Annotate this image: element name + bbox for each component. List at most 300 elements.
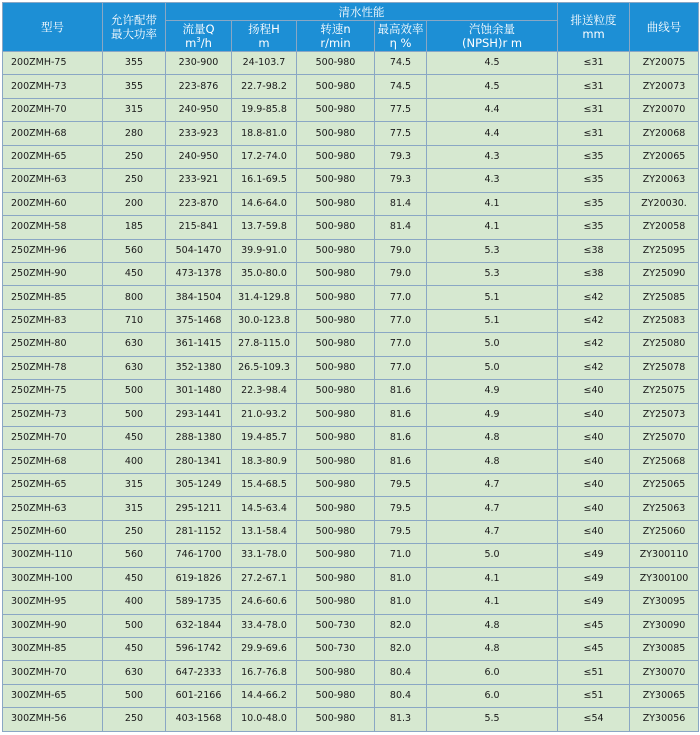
cell-flow: 293-1441 bbox=[166, 403, 232, 426]
cell-speed: 500-980 bbox=[297, 333, 375, 356]
cell-speed: 500-980 bbox=[297, 169, 375, 192]
cell-flow: 288-1380 bbox=[166, 427, 232, 450]
cell-flow: 280-1341 bbox=[166, 450, 232, 473]
cell-particle: ≤54 bbox=[558, 708, 630, 731]
cell-particle: ≤40 bbox=[558, 427, 630, 450]
cell-model: 300ZMH-56 bbox=[3, 708, 103, 731]
cell-curve: ZY30070 bbox=[630, 661, 699, 684]
cell-head: 14.6-64.0 bbox=[232, 192, 297, 215]
cell-head: 16.1-69.5 bbox=[232, 169, 297, 192]
cell-particle: ≤38 bbox=[558, 239, 630, 262]
cell-curve: ZY25073 bbox=[630, 403, 699, 426]
table-body bbox=[3, 52, 699, 732]
cell-curve: ZY25095 bbox=[630, 239, 699, 262]
cell-npsh: 6.0 bbox=[427, 661, 558, 684]
cell-flow: 352-1380 bbox=[166, 356, 232, 379]
cell-curve: ZY20058 bbox=[630, 216, 699, 239]
cell-speed: 500-980 bbox=[297, 286, 375, 309]
cell-head: 33.1-78.0 bbox=[232, 544, 297, 567]
header-max-power bbox=[103, 3, 166, 52]
cell-efficiency: 77.0 bbox=[375, 286, 427, 309]
cell-head: 14.4-66.2 bbox=[232, 684, 297, 707]
cell-curve: ZY300110 bbox=[630, 544, 699, 567]
cell-efficiency: 81.6 bbox=[375, 450, 427, 473]
cell-efficiency: 79.3 bbox=[375, 145, 427, 168]
cell-head: 39.9-91.0 bbox=[232, 239, 297, 262]
cell-model: 200ZMH-70 bbox=[3, 98, 103, 121]
cell-speed: 500-980 bbox=[297, 52, 375, 75]
cell-head: 30.0-123.8 bbox=[232, 309, 297, 332]
cell-max-power: 400 bbox=[103, 591, 166, 614]
cell-efficiency: 81.4 bbox=[375, 216, 427, 239]
cell-curve: ZY30056 bbox=[630, 708, 699, 731]
cell-head: 35.0-80.0 bbox=[232, 262, 297, 285]
cell-particle: ≤45 bbox=[558, 637, 630, 660]
cell-max-power: 500 bbox=[103, 614, 166, 637]
cell-particle: ≤45 bbox=[558, 614, 630, 637]
cell-npsh: 4.3 bbox=[427, 145, 558, 168]
cell-model: 250ZMH-73 bbox=[3, 403, 103, 426]
cell-flow: 596-1742 bbox=[166, 637, 232, 660]
cell-particle: ≤49 bbox=[558, 591, 630, 614]
cell-speed: 500-980 bbox=[297, 497, 375, 520]
header-flow bbox=[166, 21, 232, 52]
cell-npsh: 4.1 bbox=[427, 216, 558, 239]
table-row bbox=[3, 450, 699, 473]
header-particle-line2: mm bbox=[582, 27, 605, 41]
cell-model: 250ZMH-68 bbox=[3, 450, 103, 473]
cell-npsh: 5.0 bbox=[427, 356, 558, 379]
cell-npsh: 5.3 bbox=[427, 262, 558, 285]
table-row bbox=[3, 145, 699, 168]
cell-curve: ZY25085 bbox=[630, 286, 699, 309]
cell-model: 200ZMH-58 bbox=[3, 216, 103, 239]
cell-efficiency: 81.0 bbox=[375, 591, 427, 614]
cell-efficiency: 81.6 bbox=[375, 380, 427, 403]
cell-flow: 384-1504 bbox=[166, 286, 232, 309]
header-speed-line2: r/min bbox=[320, 36, 351, 50]
table-row bbox=[3, 98, 699, 121]
header-head bbox=[232, 21, 297, 52]
cell-particle: ≤49 bbox=[558, 544, 630, 567]
cell-curve: ZY25065 bbox=[630, 473, 699, 496]
cell-npsh: 4.7 bbox=[427, 520, 558, 543]
cell-model: 300ZMH-90 bbox=[3, 614, 103, 637]
cell-model: 300ZMH-85 bbox=[3, 637, 103, 660]
cell-curve: ZY30085 bbox=[630, 637, 699, 660]
header-speed-line1: 转速n bbox=[320, 22, 351, 36]
cell-particle: ≤40 bbox=[558, 380, 630, 403]
cell-efficiency: 77.0 bbox=[375, 356, 427, 379]
table-row bbox=[3, 427, 699, 450]
cell-model: 200ZMH-75 bbox=[3, 52, 103, 75]
table-row bbox=[3, 262, 699, 285]
cell-curve: ZY25060 bbox=[630, 520, 699, 543]
cell-max-power: 500 bbox=[103, 403, 166, 426]
cell-head: 18.8-81.0 bbox=[232, 122, 297, 145]
cell-efficiency: 80.4 bbox=[375, 684, 427, 707]
cell-particle: ≤31 bbox=[558, 52, 630, 75]
cell-head: 19.9-85.8 bbox=[232, 98, 297, 121]
cell-npsh: 4.5 bbox=[427, 75, 558, 98]
table-row bbox=[3, 614, 699, 637]
cell-npsh: 6.0 bbox=[427, 684, 558, 707]
cell-npsh: 5.0 bbox=[427, 544, 558, 567]
cell-curve: ZY25090 bbox=[630, 262, 699, 285]
cell-flow: 619-1826 bbox=[166, 567, 232, 590]
cell-particle: ≤40 bbox=[558, 473, 630, 496]
header-eff-line1: 最高效率 bbox=[377, 22, 424, 36]
table-row bbox=[3, 403, 699, 426]
table-row bbox=[3, 239, 699, 262]
cell-speed: 500-980 bbox=[297, 567, 375, 590]
cell-head: 18.3-80.9 bbox=[232, 450, 297, 473]
cell-model: 250ZMH-83 bbox=[3, 309, 103, 332]
cell-speed: 500-980 bbox=[297, 192, 375, 215]
cell-particle: ≤40 bbox=[558, 403, 630, 426]
cell-npsh: 4.8 bbox=[427, 450, 558, 473]
table-row bbox=[3, 473, 699, 496]
cell-model: 250ZMH-75 bbox=[3, 380, 103, 403]
cell-max-power: 450 bbox=[103, 262, 166, 285]
cell-speed: 500-980 bbox=[297, 239, 375, 262]
cell-model: 200ZMH-63 bbox=[3, 169, 103, 192]
header-eff-line2: η % bbox=[389, 36, 412, 50]
cell-flow: 746-1700 bbox=[166, 544, 232, 567]
cell-flow: 305-1249 bbox=[166, 473, 232, 496]
cell-flow: 233-921 bbox=[166, 169, 232, 192]
header-particle-size bbox=[558, 3, 630, 52]
cell-max-power: 710 bbox=[103, 309, 166, 332]
cell-model: 300ZMH-100 bbox=[3, 567, 103, 590]
cell-max-power: 250 bbox=[103, 520, 166, 543]
cell-particle: ≤35 bbox=[558, 145, 630, 168]
cell-head: 21.0-93.2 bbox=[232, 403, 297, 426]
cell-head: 13.1-58.4 bbox=[232, 520, 297, 543]
cell-particle: ≤42 bbox=[558, 356, 630, 379]
cell-curve: ZY25080 bbox=[630, 333, 699, 356]
cell-npsh: 4.1 bbox=[427, 567, 558, 590]
cell-max-power: 800 bbox=[103, 286, 166, 309]
table-row bbox=[3, 309, 699, 332]
cell-flow: 601-2166 bbox=[166, 684, 232, 707]
cell-curve: ZY20063 bbox=[630, 169, 699, 192]
cell-efficiency: 82.0 bbox=[375, 614, 427, 637]
cell-head: 10.0-48.0 bbox=[232, 708, 297, 731]
cell-speed: 500-980 bbox=[297, 520, 375, 543]
cell-max-power: 315 bbox=[103, 473, 166, 496]
cell-max-power: 355 bbox=[103, 52, 166, 75]
cell-max-power: 500 bbox=[103, 380, 166, 403]
table-row bbox=[3, 544, 699, 567]
table-row bbox=[3, 169, 699, 192]
cell-max-power: 450 bbox=[103, 567, 166, 590]
cell-speed: 500-980 bbox=[297, 145, 375, 168]
cell-efficiency: 77.5 bbox=[375, 98, 427, 121]
cell-curve: ZY30065 bbox=[630, 684, 699, 707]
cell-speed: 500-980 bbox=[297, 473, 375, 496]
table-row bbox=[3, 192, 699, 215]
header-curve-number: 曲线号 bbox=[630, 3, 699, 52]
table-row bbox=[3, 286, 699, 309]
cell-efficiency: 79.3 bbox=[375, 169, 427, 192]
table-row bbox=[3, 567, 699, 590]
cell-npsh: 5.3 bbox=[427, 239, 558, 262]
table-row bbox=[3, 591, 699, 614]
cell-efficiency: 79.5 bbox=[375, 473, 427, 496]
cell-speed: 500-730 bbox=[297, 614, 375, 637]
cell-particle: ≤35 bbox=[558, 216, 630, 239]
cell-npsh: 4.4 bbox=[427, 122, 558, 145]
cell-flow: 281-1152 bbox=[166, 520, 232, 543]
cell-max-power: 630 bbox=[103, 333, 166, 356]
cell-particle: ≤35 bbox=[558, 169, 630, 192]
pump-spec-table bbox=[2, 2, 699, 732]
cell-curve: ZY30095 bbox=[630, 591, 699, 614]
header-flow-unit-sup: 3 bbox=[196, 36, 201, 45]
cell-flow: 295-1211 bbox=[166, 497, 232, 520]
cell-efficiency: 79.0 bbox=[375, 262, 427, 285]
header-flow-unit-m: m bbox=[185, 36, 197, 50]
cell-model: 300ZMH-70 bbox=[3, 661, 103, 684]
table-row bbox=[3, 333, 699, 356]
header-flow-unit bbox=[166, 36, 231, 50]
cell-npsh: 4.9 bbox=[427, 403, 558, 426]
cell-particle: ≤38 bbox=[558, 262, 630, 285]
cell-speed: 500-980 bbox=[297, 309, 375, 332]
cell-flow: 361-1415 bbox=[166, 333, 232, 356]
cell-head: 26.5-109.3 bbox=[232, 356, 297, 379]
cell-npsh: 5.0 bbox=[427, 333, 558, 356]
cell-npsh: 4.1 bbox=[427, 591, 558, 614]
cell-npsh: 4.8 bbox=[427, 614, 558, 637]
cell-flow: 473-1378 bbox=[166, 262, 232, 285]
cell-curve: ZY20068 bbox=[630, 122, 699, 145]
cell-flow: 403-1568 bbox=[166, 708, 232, 731]
cell-max-power: 560 bbox=[103, 544, 166, 567]
cell-max-power: 250 bbox=[103, 708, 166, 731]
cell-particle: ≤42 bbox=[558, 333, 630, 356]
cell-curve: ZY20075 bbox=[630, 52, 699, 75]
header-max-power-line1: 允许配带 bbox=[111, 13, 157, 27]
cell-head: 22.7-98.2 bbox=[232, 75, 297, 98]
cell-head: 24-103.7 bbox=[232, 52, 297, 75]
cell-head: 19.4-85.7 bbox=[232, 427, 297, 450]
cell-model: 250ZMH-63 bbox=[3, 497, 103, 520]
cell-model: 200ZMH-60 bbox=[3, 192, 103, 215]
cell-model: 300ZMH-65 bbox=[3, 684, 103, 707]
cell-speed: 500-980 bbox=[297, 544, 375, 567]
cell-flow: 233-923 bbox=[166, 122, 232, 145]
cell-head: 16.7-76.8 bbox=[232, 661, 297, 684]
cell-max-power: 500 bbox=[103, 684, 166, 707]
cell-speed: 500-980 bbox=[297, 661, 375, 684]
cell-head: 13.7-59.8 bbox=[232, 216, 297, 239]
table-row bbox=[3, 216, 699, 239]
cell-efficiency: 81.4 bbox=[375, 192, 427, 215]
cell-npsh: 4.7 bbox=[427, 473, 558, 496]
cell-curve: ZY20030. bbox=[630, 192, 699, 215]
cell-npsh: 4.9 bbox=[427, 380, 558, 403]
cell-npsh: 5.1 bbox=[427, 286, 558, 309]
table-row bbox=[3, 52, 699, 75]
cell-particle: ≤42 bbox=[558, 286, 630, 309]
header-npsh bbox=[427, 21, 558, 52]
cell-max-power: 200 bbox=[103, 192, 166, 215]
cell-head: 15.4-68.5 bbox=[232, 473, 297, 496]
cell-max-power: 280 bbox=[103, 122, 166, 145]
cell-npsh: 5.1 bbox=[427, 309, 558, 332]
cell-max-power: 400 bbox=[103, 450, 166, 473]
cell-max-power: 250 bbox=[103, 169, 166, 192]
cell-speed: 500-980 bbox=[297, 122, 375, 145]
cell-model: 250ZMH-65 bbox=[3, 473, 103, 496]
header-head-line2: m bbox=[258, 36, 270, 50]
cell-model: 200ZMH-73 bbox=[3, 75, 103, 98]
header-flow-unit-rest: /h bbox=[200, 36, 212, 50]
cell-head: 24.6-60.6 bbox=[232, 591, 297, 614]
cell-particle: ≤51 bbox=[558, 661, 630, 684]
cell-particle: ≤49 bbox=[558, 567, 630, 590]
cell-npsh: 4.7 bbox=[427, 497, 558, 520]
cell-flow: 215-841 bbox=[166, 216, 232, 239]
cell-npsh: 4.4 bbox=[427, 98, 558, 121]
cell-head: 17.2-74.0 bbox=[232, 145, 297, 168]
cell-flow: 223-870 bbox=[166, 192, 232, 215]
cell-flow: 375-1468 bbox=[166, 309, 232, 332]
cell-curve: ZY25063 bbox=[630, 497, 699, 520]
cell-max-power: 630 bbox=[103, 356, 166, 379]
cell-model: 300ZMH-95 bbox=[3, 591, 103, 614]
cell-flow: 240-950 bbox=[166, 145, 232, 168]
cell-particle: ≤31 bbox=[558, 98, 630, 121]
cell-npsh: 4.5 bbox=[427, 52, 558, 75]
header-model: 型号 bbox=[3, 3, 103, 52]
header-npsh-line2: (NPSH)r m bbox=[461, 36, 523, 50]
cell-model: 250ZMH-70 bbox=[3, 427, 103, 450]
cell-efficiency: 80.4 bbox=[375, 661, 427, 684]
cell-max-power: 450 bbox=[103, 637, 166, 660]
header-speed bbox=[297, 21, 375, 52]
cell-curve: ZY20073 bbox=[630, 75, 699, 98]
cell-flow: 504-1470 bbox=[166, 239, 232, 262]
cell-speed: 500-980 bbox=[297, 591, 375, 614]
cell-npsh: 4.8 bbox=[427, 637, 558, 660]
cell-max-power: 355 bbox=[103, 75, 166, 98]
cell-model: 250ZMH-85 bbox=[3, 286, 103, 309]
cell-efficiency: 74.5 bbox=[375, 52, 427, 75]
header-particle-line1: 排送粒度 bbox=[570, 13, 617, 27]
header-clean-water-performance: 清水性能 bbox=[166, 3, 558, 21]
table-row bbox=[3, 708, 699, 731]
cell-curve: ZY30090 bbox=[630, 614, 699, 637]
cell-particle: ≤40 bbox=[558, 497, 630, 520]
cell-npsh: 4.3 bbox=[427, 169, 558, 192]
cell-head: 27.2-67.1 bbox=[232, 567, 297, 590]
cell-flow: 647-2333 bbox=[166, 661, 232, 684]
header-head-line1: 扬程H bbox=[248, 22, 280, 36]
cell-curve: ZY25075 bbox=[630, 380, 699, 403]
table-row bbox=[3, 497, 699, 520]
cell-particle: ≤42 bbox=[558, 309, 630, 332]
cell-model: 250ZMH-96 bbox=[3, 239, 103, 262]
cell-curve: ZY25078 bbox=[630, 356, 699, 379]
cell-speed: 500-980 bbox=[297, 684, 375, 707]
cell-speed: 500-980 bbox=[297, 98, 375, 121]
cell-curve: ZY25068 bbox=[630, 450, 699, 473]
cell-speed: 500-980 bbox=[297, 403, 375, 426]
cell-flow: 223-876 bbox=[166, 75, 232, 98]
cell-head: 14.5-63.4 bbox=[232, 497, 297, 520]
cell-npsh: 4.1 bbox=[427, 192, 558, 215]
cell-speed: 500-730 bbox=[297, 637, 375, 660]
cell-npsh: 4.8 bbox=[427, 427, 558, 450]
cell-curve: ZY25083 bbox=[630, 309, 699, 332]
cell-efficiency: 77.0 bbox=[375, 309, 427, 332]
cell-max-power: 315 bbox=[103, 497, 166, 520]
cell-efficiency: 77.5 bbox=[375, 122, 427, 145]
header-efficiency bbox=[375, 21, 427, 52]
cell-particle: ≤51 bbox=[558, 684, 630, 707]
cell-model: 200ZMH-68 bbox=[3, 122, 103, 145]
cell-model: 200ZMH-65 bbox=[3, 145, 103, 168]
table-row bbox=[3, 356, 699, 379]
cell-efficiency: 71.0 bbox=[375, 544, 427, 567]
cell-curve: ZY300100 bbox=[630, 567, 699, 590]
table-row bbox=[3, 75, 699, 98]
cell-max-power: 315 bbox=[103, 98, 166, 121]
cell-head: 33.4-78.0 bbox=[232, 614, 297, 637]
cell-particle: ≤31 bbox=[558, 122, 630, 145]
cell-curve: ZY20070 bbox=[630, 98, 699, 121]
cell-efficiency: 79.5 bbox=[375, 520, 427, 543]
cell-speed: 500-980 bbox=[297, 427, 375, 450]
cell-flow: 230-900 bbox=[166, 52, 232, 75]
cell-particle: ≤40 bbox=[558, 520, 630, 543]
cell-model: 250ZMH-80 bbox=[3, 333, 103, 356]
cell-model: 250ZMH-90 bbox=[3, 262, 103, 285]
cell-efficiency: 74.5 bbox=[375, 75, 427, 98]
table-header bbox=[3, 3, 699, 52]
cell-model: 250ZMH-60 bbox=[3, 520, 103, 543]
cell-model: 300ZMH-110 bbox=[3, 544, 103, 567]
cell-curve: ZY20065 bbox=[630, 145, 699, 168]
cell-max-power: 630 bbox=[103, 661, 166, 684]
cell-particle: ≤31 bbox=[558, 75, 630, 98]
cell-efficiency: 81.6 bbox=[375, 427, 427, 450]
cell-speed: 500-980 bbox=[297, 450, 375, 473]
cell-max-power: 250 bbox=[103, 145, 166, 168]
cell-efficiency: 79.0 bbox=[375, 239, 427, 262]
cell-efficiency: 77.0 bbox=[375, 333, 427, 356]
cell-particle: ≤35 bbox=[558, 192, 630, 215]
cell-speed: 500-980 bbox=[297, 75, 375, 98]
cell-head: 27.8-115.0 bbox=[232, 333, 297, 356]
cell-flow: 632-1844 bbox=[166, 614, 232, 637]
cell-curve: ZY25070 bbox=[630, 427, 699, 450]
cell-speed: 500-980 bbox=[297, 262, 375, 285]
table-row bbox=[3, 380, 699, 403]
cell-efficiency: 81.6 bbox=[375, 403, 427, 426]
header-npsh-line1: 汽蚀余量 bbox=[469, 22, 516, 36]
table-row bbox=[3, 661, 699, 684]
cell-flow: 240-950 bbox=[166, 98, 232, 121]
cell-npsh: 5.5 bbox=[427, 708, 558, 731]
table-row bbox=[3, 122, 699, 145]
cell-particle: ≤40 bbox=[558, 450, 630, 473]
cell-max-power: 450 bbox=[103, 427, 166, 450]
cell-flow: 589-1735 bbox=[166, 591, 232, 614]
